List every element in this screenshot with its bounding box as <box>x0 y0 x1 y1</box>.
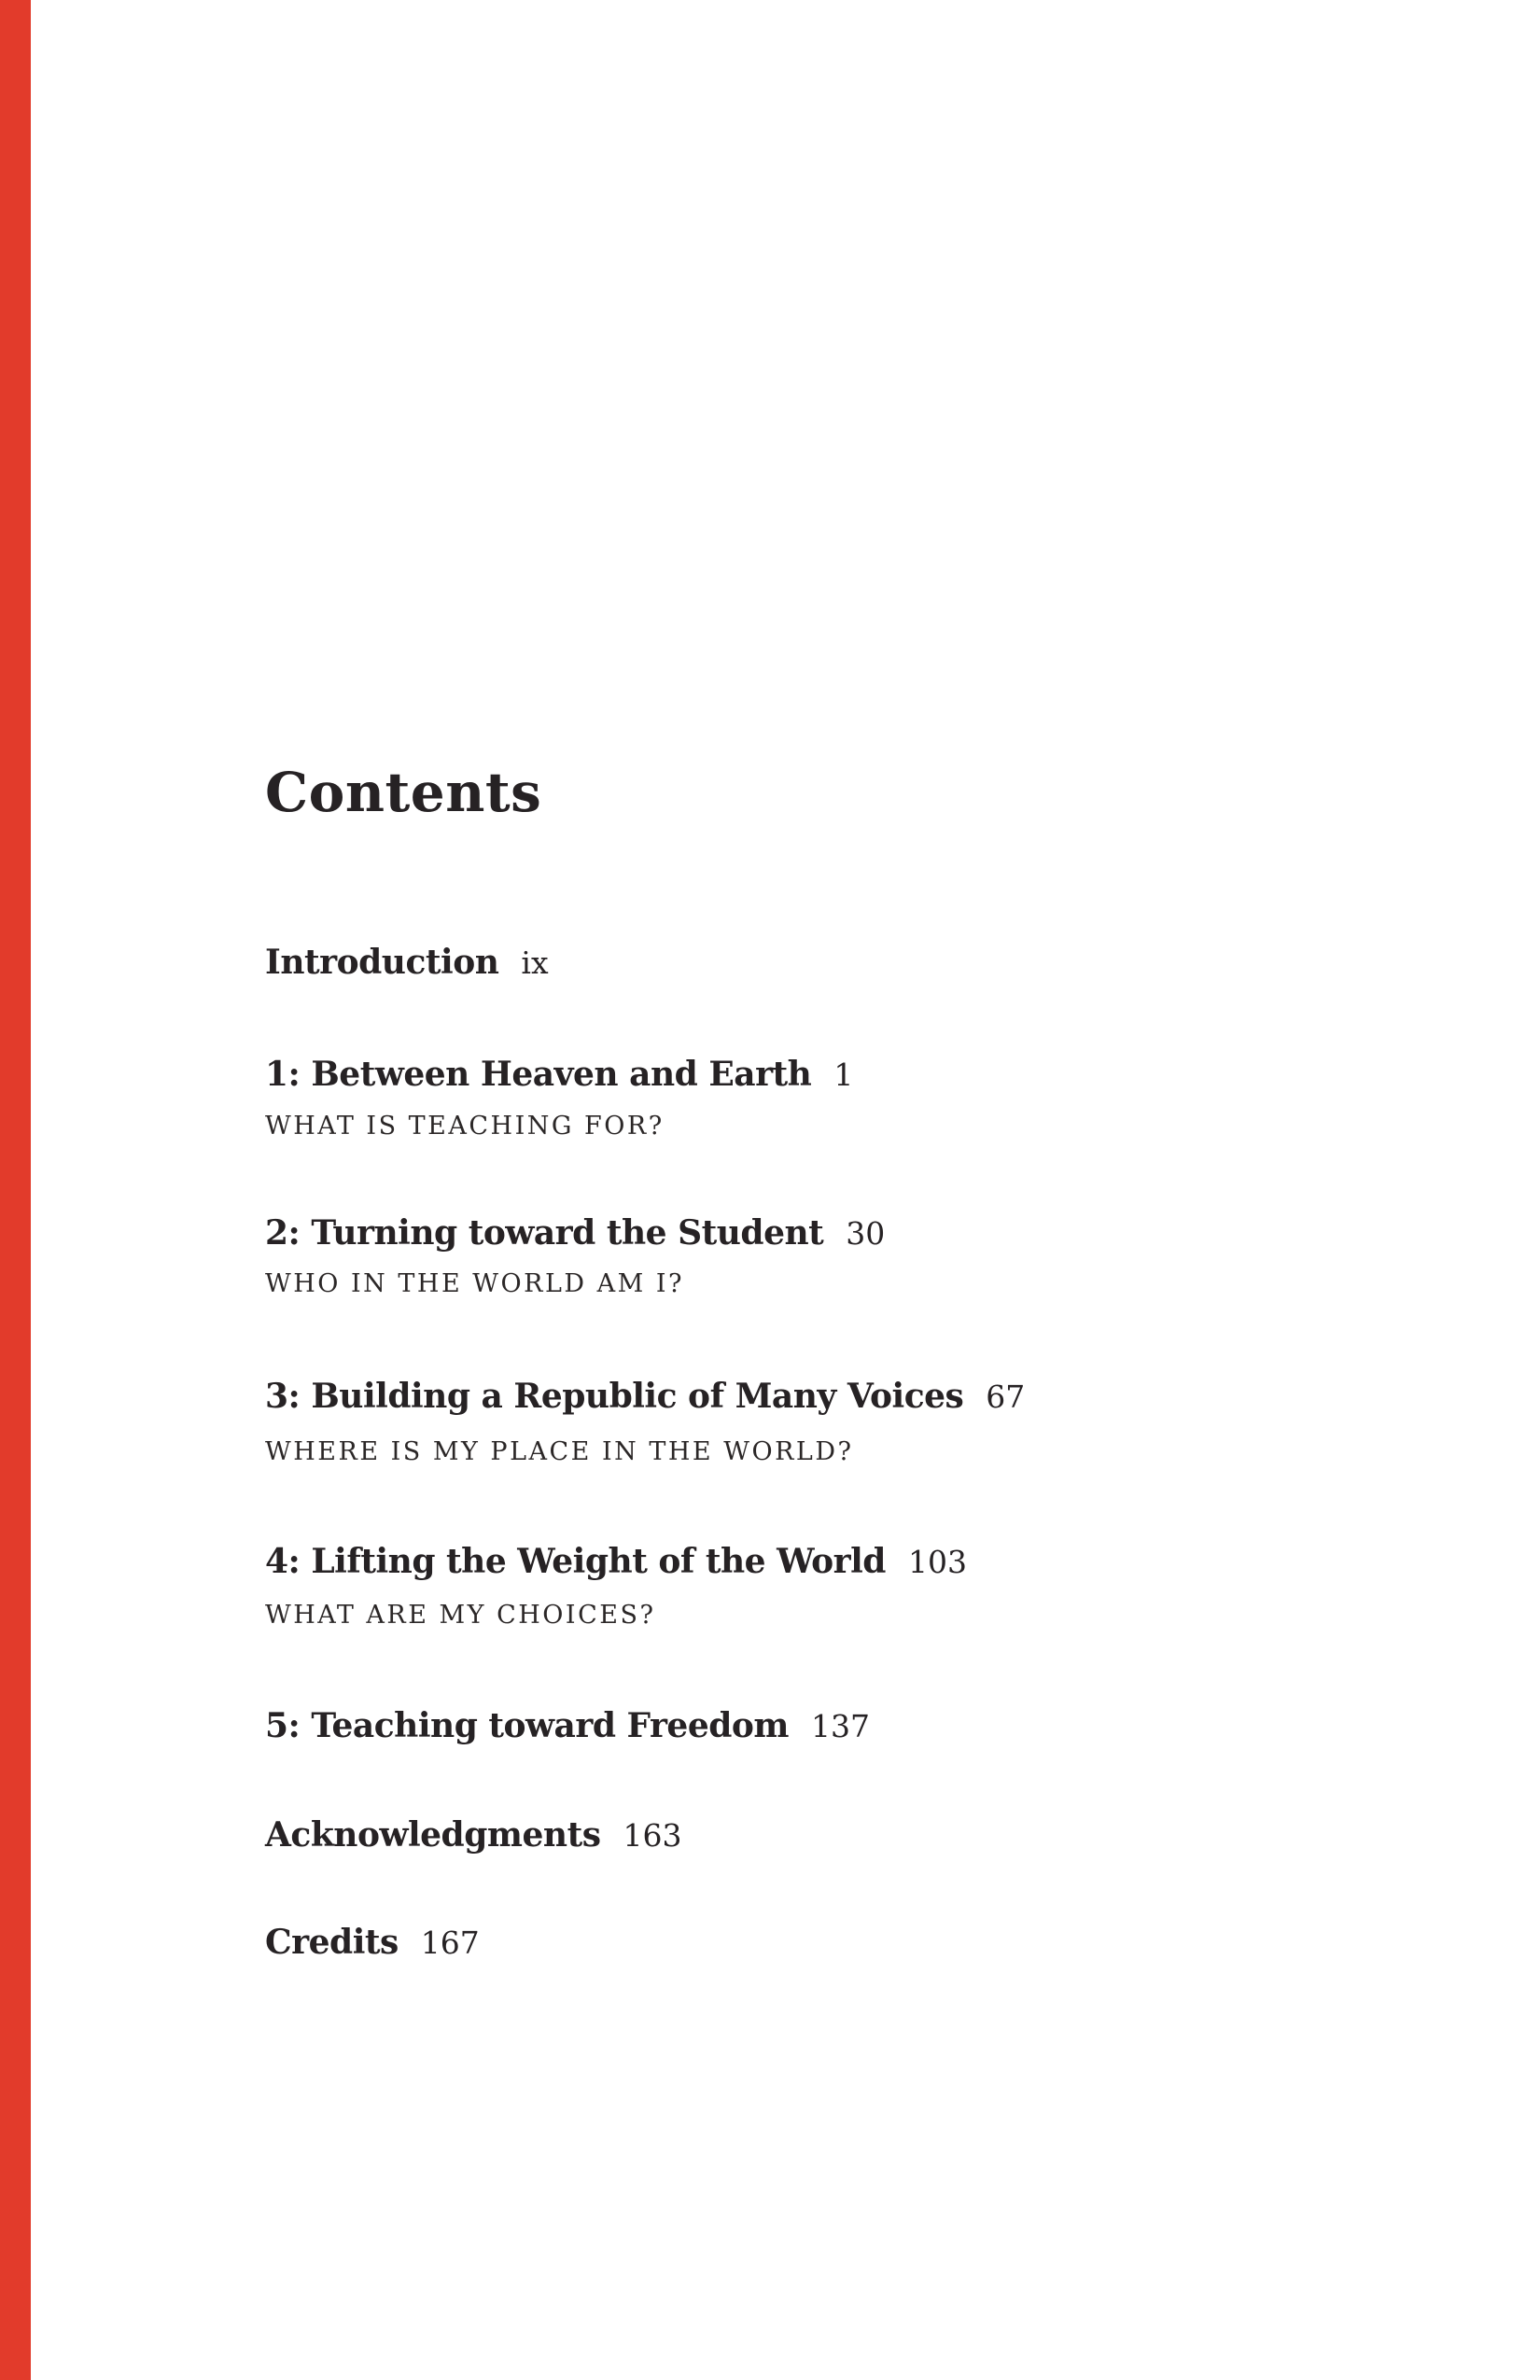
toc-entry-page: 103 <box>907 1544 967 1580</box>
toc-entry <box>265 1817 681 1855</box>
toc-entry-page: 67 <box>986 1379 1026 1415</box>
toc-entry-subtitle: WHAT ARE MY CHOICES? <box>265 1601 656 1630</box>
toc-entry <box>265 1544 967 1581</box>
toc-entry <box>265 1379 1025 1416</box>
toc-entry-page: 163 <box>623 1817 682 1854</box>
toc-entry-page: 1 <box>833 1057 854 1093</box>
accent-strip <box>0 0 31 2380</box>
toc-entry-subtitle: WHO IN THE WORLD AM I? <box>265 1269 684 1298</box>
toc-entry-page: 137 <box>811 1708 871 1744</box>
toc-entry-label: Introduction <box>265 943 499 982</box>
toc-entry-subtitle: WHAT IS TEACHING FOR? <box>265 1112 665 1141</box>
toc-entry <box>265 1057 853 1094</box>
toc-entry <box>265 1708 870 1745</box>
toc-entry <box>265 1215 885 1253</box>
toc-entry-label: 3: Building a Republic of Many Voices <box>265 1377 964 1416</box>
toc-entry-label: Acknowledgments <box>265 1815 601 1855</box>
toc-entry-page: 30 <box>846 1215 886 1252</box>
toc-entry-label: 2: Turning toward the Student <box>265 1213 824 1253</box>
toc-entry <box>265 1925 480 1962</box>
toc-entry-label: 1: Between Heaven and Earth <box>265 1055 812 1094</box>
toc-entry-label: 4: Lifting the Weight of the World <box>265 1542 886 1581</box>
page-title: Contents <box>265 761 542 824</box>
toc-entry-page: 167 <box>420 1925 480 1961</box>
toc-entry-label: Credits <box>265 1923 399 1962</box>
toc-entry <box>265 945 549 982</box>
toc-entry-page: ix <box>521 945 549 981</box>
toc-entry-label: 5: Teaching toward Freedom <box>265 1706 790 1745</box>
toc-entry-subtitle: WHERE IS MY PLACE IN THE WORLD? <box>265 1437 854 1466</box>
